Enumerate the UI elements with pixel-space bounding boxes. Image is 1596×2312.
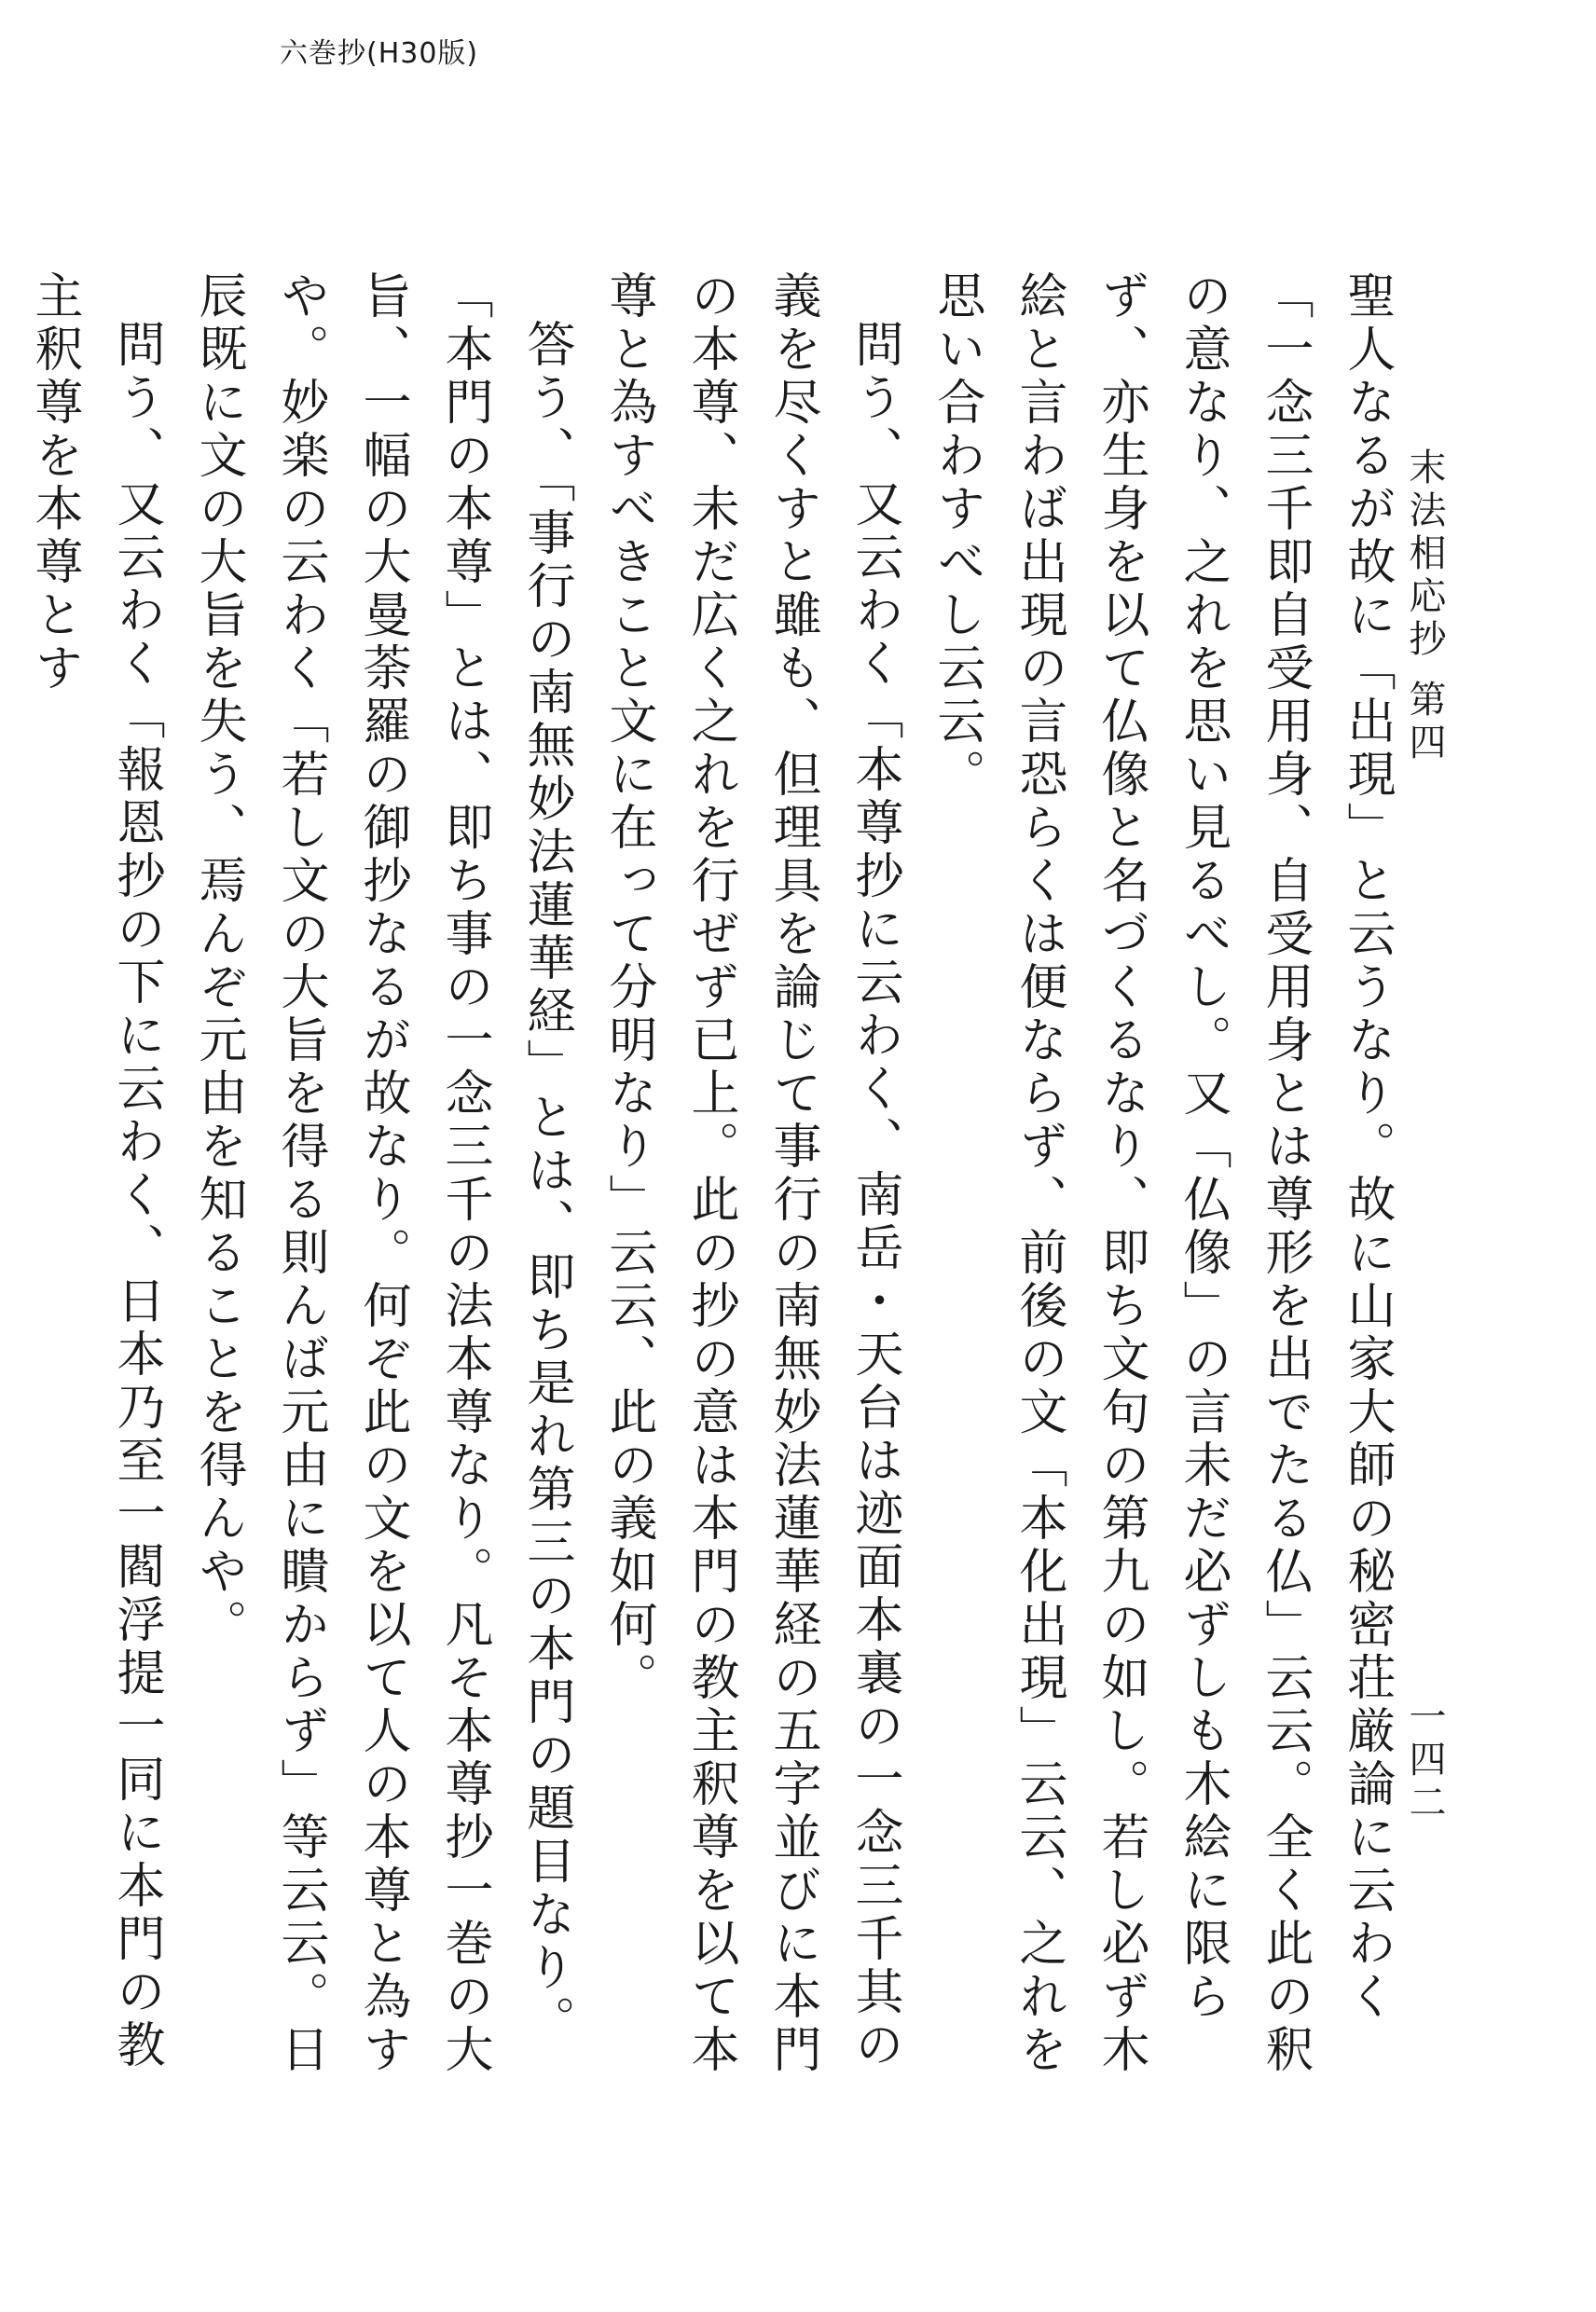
paragraph: 答う、「事行の南無妙法蓮華経」とは、即ち是れ第三の本門の題目なり。「本門の本尊」とは、即ち事の一念三千の法本尊なり。凡そ本尊抄一巻の大旨、一幅の大曼荼羅の御抄なるが故なり。何ぞ此の文を以て人の本尊と為すや。妙楽の云わく「若し文の大旨を得る則んば元由に瞶からず」等云云。日辰既に文の大旨を失う、焉んぞ元由を知ることを得んや。 <box>190 270 574 2077</box>
chapter-title: 末法相応抄 第四 <box>1403 447 1446 765</box>
paragraph: 問う、又云わく「報恩抄の下に云わく、日本乃至一閻浮提一同に本門の教主釈尊を本尊とす <box>26 270 164 2072</box>
running-header: 六巻抄(H30版) <box>280 37 479 70</box>
body-text <box>26 270 1408 2088</box>
page-number: 一四二 <box>1403 1697 1446 1825</box>
paragraph: 聖人なるが故に「出現」と云うなり。故に山家大師の秘密荘厳論に云わく「一念三千即自受用身、自受用身とは尊形を出でたる仏」云云。全く此の釈の意なり、之れを思い見るべし。又「仏像」の言未だ必ずしも木絵に限らず、亦生身を以て仏像と名づくるなり、即ち文句の第九の如し。若し必ず木絵と言わば出現の言恐らくは便ならず、前後の文「本化出現」云云、之れを思い合わすべし云云。 <box>929 270 1395 2077</box>
paragraph: 問う、又云わく「本尊抄に云わく、南岳・天台は迹面本裏の一念三千其の義を尽くすと雖も、但理具を論じて事行の南無妙法蓮華経の五字並びに本門の本尊、未だ広く之れを行ぜず已上。此の抄の意は本門の教主釈尊を以て本尊と為すべきこと文に在って分明なり」云云、此の義如何。 <box>600 270 902 2077</box>
